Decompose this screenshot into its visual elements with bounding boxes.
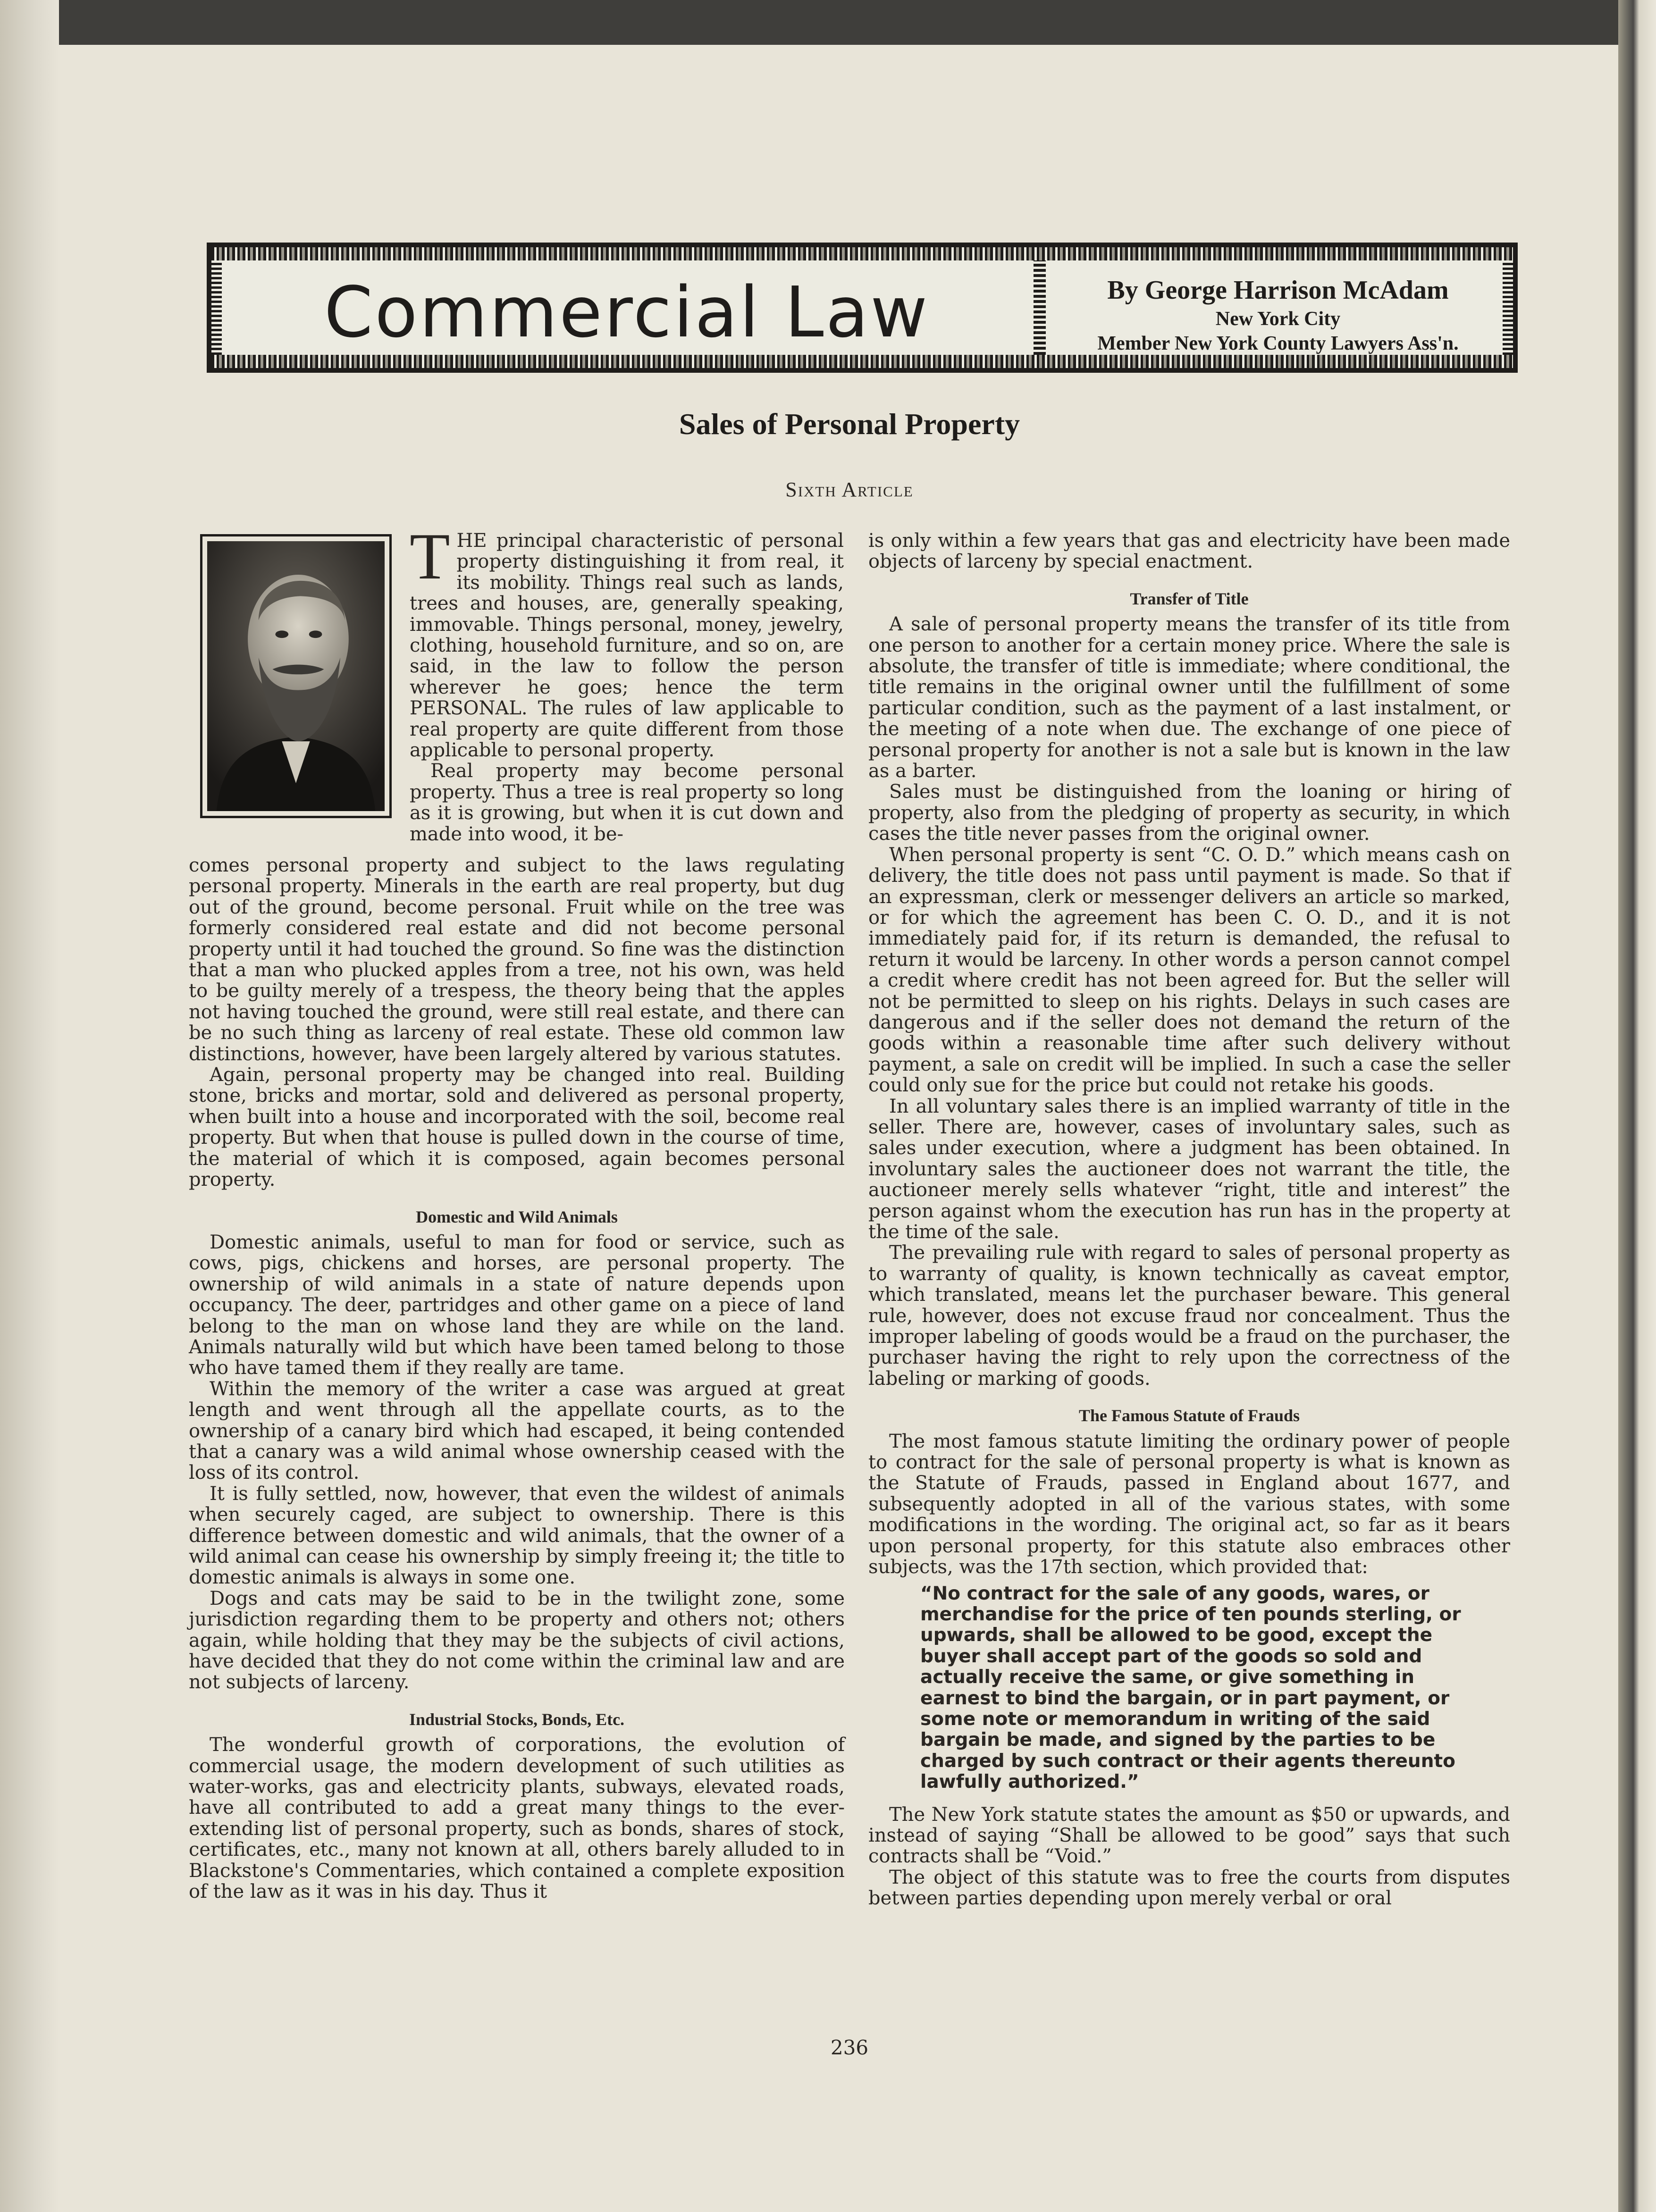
banner-ornament-right <box>1503 260 1513 355</box>
intro-column <box>410 520 844 845</box>
paragraph: A sale of personal property means the transfer of its title from one person to another for a certain money price. Where the sale is absolute, the transfer of title is immediate; where conditional, the title remains in the original owner until the fulfillment of some particular condition, such as the payment of a last instalment, or the meeting of a note when due. The exchange of one piece of personal property for another is not a sale but is known in the law as a barter. <box>868 613 1510 782</box>
statute-quote: “No contract for the sale of any goods, wares, or merchandise for the price of ten pounds sterling, or upwards, shall be allowed to be good, except the buyer shall accept part of the goods so sold and actually receive the same, or give something in earnest to bind the bargain, or in part payment, or some note or memorandum in writing of the said bargain be made, and signed by the parties to be charged by such contract or their agents thereunto lawfully authorized.” <box>920 1583 1461 1793</box>
paragraph: It is fully settled, now, however, that even the wildest of animals when securely caged, are subject to ownership. There is this difference between domestic and wild animals, that the owner of a wild animal can cease his ownership by simply freeing it; the title to domestic animals is always in some one. <box>189 1483 845 1589</box>
author-name: By George Harrison McAdam <box>1107 276 1449 305</box>
scan-border-left <box>0 0 59 2212</box>
paragraph: Domestic animals, useful to man for food or service, such as cows, pigs, chickens and horses, are personal property. The ownership of wild animals in a state of nature depends upon occupancy. The deer, partridges and other game on a piece of land belong to the man on whose land they are while on the land. Animals naturally wild but which have been tamed belong to those who have tamed them if they really are tame. <box>189 1231 845 1379</box>
paragraph: The most famous statute limiting the ordinary power of people to contract for the sale of personal property is what is known as the Statute of Frauds, passed in England about 1677, and subsequently adopted in all of the various states, with some modifications in the wording. The original act, so far as it bears upon personal property, for this statute also embraces other subjects, was the 17th section, which provided that: <box>868 1430 1510 1578</box>
subheading-stocks: Industrial Stocks, Bonds, Etc. <box>409 1709 625 1729</box>
portrait-image <box>207 541 385 811</box>
paragraph: Sales must be distinguished from the loaning or hiring of property, also from the pledging of property as security, in which cases the title never passes from the original owner. <box>868 781 1510 845</box>
left-column <box>189 855 845 1902</box>
author-portrait <box>200 534 392 818</box>
subheading-frauds: The Famous Statute of Frauds <box>1078 1406 1300 1425</box>
paragraph: When personal property is sent “C. O. D.” which means cash on delivery, the title does not pass until payment is made. So that if an expressman, clerk or messenger delivers an article so marked, or for which the agreement has been C. O. D., and it is not immediately paid for, if its return is demanded, the refusal to return it would be larceny. In other words a person cannot compel a credit where credit has not been agreed for. But the seller will not be permitted to sleep on his rights. Delays in such cases are dangerous and if the seller does not demand the return of the goods within a reasonable time after such delivery without payment, a sale on credit will be implied. In such a case the seller could only sue for the price but could not retake his goods. <box>868 844 1510 1097</box>
subheading-animals: Domestic and Wild Animals <box>416 1207 618 1226</box>
section-banner <box>207 243 1518 373</box>
paragraph: The wonderful growth of corporations, the evolution of commercial usage, the modern development of such utilities as water-works, gas and electricity plants, subways, elevated roads, have all contributed to add a great many things to the ever-extending list of personal property, such as bonds, shares of stock, certificates, etc., many not known at all, others barely alluded to in Blackstone's Commentaries, which contained a complete exposition of the law as it was in his day. Thus it <box>189 1734 845 1903</box>
article-title: Sales of Personal Property <box>679 407 1020 441</box>
section-title: Commercial Law <box>324 272 930 353</box>
paragraph: comes personal property and subject to the laws regulating personal property. Minerals in the earth are real property, but dug out of the ground, become personal. Fruit while on the tree was formerly considered real estate and did not become personal property until it had touched the ground. So fine was the distinction that a man who plucked apples from a tree, not his own, was held to be guilty merely of a trespess, the theory being that the apples not having touched the ground, were still real estate, and there can be no such thing as larceny of real estate. These old common law distinctions, however, have been largely altered by various statutes. <box>189 855 845 1065</box>
paragraph: In all voluntary sales there is an implied warranty of title in the seller. There are, however, cases of involuntary sales, such as sales under execution, where a judgment has been obtained. In involuntary sales the auctioneer does not warrant the title, the auctioneer merely sells whatever “right, title and interest” the person against whom the execution has run has in the property at the time of the sale. <box>868 1095 1510 1243</box>
banner-divider <box>1034 260 1046 355</box>
right-column <box>868 530 1510 1909</box>
paragraph: The prevailing rule with regard to sales of personal property as to warranty of quality, is known technically as caveat emptor, which translated, means let the purchaser beware. This general rule, however, does not excuse fraud nor concealment. Thus the improper labeling of goods would be a fraud on the purchaser, the purchaser having the right to rely upon the correctness of the labeling or marking of goods. <box>868 1242 1510 1390</box>
banner-ornament-top <box>211 247 1513 260</box>
drop-cap: T <box>410 520 450 593</box>
paragraph: Again, personal property may be changed into real. Building stone, bricks and mortar, sold and delivered as personal property, when built into a house and incorporated with the soil, become real property. But when that house is pulled down in the course of time, the material of which it is composed, again becomes personal property. <box>189 1064 845 1191</box>
paragraph: The New York statute states the amount as $50 or upwards, and instead of saying “Shall be allowed to be good” says that such contracts shall be “Void.” <box>868 1803 1510 1868</box>
paragraph: is only within a few years that gas and electricity have been made objects of larceny by special enactment. <box>868 530 1510 573</box>
paragraph: Within the memory of the writer a case was argued at great length and went through all the appellate courts, as to the ownership of a canary bird which had escaped, it being contended that a canary was a wild animal whose ownership ceased with the loss of its control. <box>189 1378 845 1484</box>
author-membership: Member New York County Lawyers Ass'n. <box>1097 333 1459 354</box>
scan-border-top <box>0 0 1656 45</box>
author-city: New York City <box>1215 308 1341 330</box>
byline <box>1056 274 1500 356</box>
paragraph: The object of this statute was to free the courts from disputes between parties depending upon merely verbal or oral <box>868 1866 1510 1910</box>
paragraph: Real property may become personal property. Thus a tree is real property so long as it is growing, but when it is cut down and made into wood, it be- <box>410 760 844 845</box>
intro-paragraph <box>410 520 844 762</box>
page-number: 236 <box>830 2036 869 2059</box>
intro-text: HE principal characteristic of personal property distinguishing it from real, it its mobility. Things real such as lands, trees and houses, are, generally speaking, immovable. Things personal, money, jewelry, clothing, household furniture, and so on, are said, in the law to follow the person wherever he goes; hence the term PERSONAL. The rules of law applicable to real property are quite different from those applicable to personal property. <box>410 530 844 762</box>
subheading-transfer: Transfer of Title <box>1130 589 1249 608</box>
article-subtitle: Sixth Article <box>785 478 914 501</box>
book-spine <box>1618 0 1656 2212</box>
paragraph: Dogs and cats may be said to be in the twilight zone, some jurisdiction regarding them to be property and others not; others again, while holding that they may be the subjects of civil actions, have decided that they do not come within the criminal law and are not subjects of larceny. <box>189 1587 845 1693</box>
banner-ornament-left <box>211 260 222 355</box>
